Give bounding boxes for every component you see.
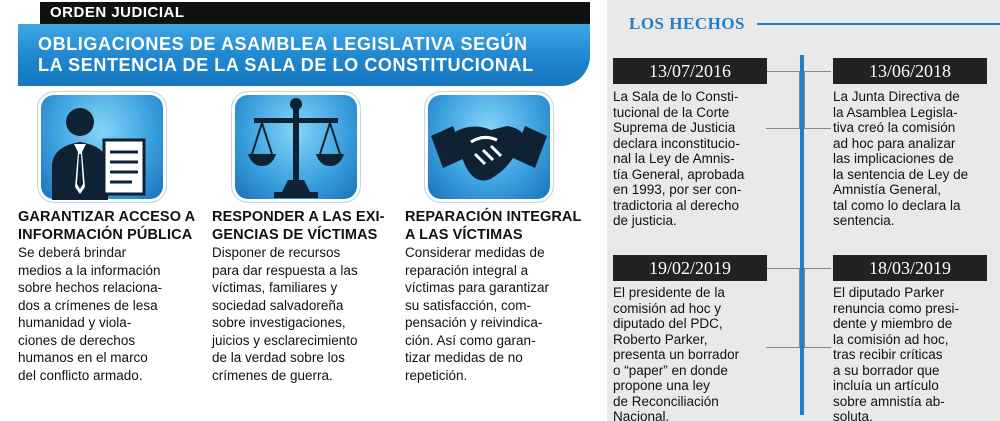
obligation-description bbox=[405, 244, 600, 384]
event-date: 13/06/2018 bbox=[833, 58, 987, 84]
body-line: tizar medidas de no bbox=[405, 350, 523, 365]
body-line: sobre investigaciones, bbox=[212, 315, 346, 330]
body-line: reparación integral a bbox=[405, 262, 529, 278]
body-line: medios a la información bbox=[18, 262, 161, 278]
obligation-column-reparation bbox=[405, 92, 600, 384]
body-line: sobre hechos relaciona- bbox=[18, 280, 163, 295]
event-line: incluía un artículo bbox=[833, 378, 939, 393]
banner-line: LA SENTENCIA DE LA SALA DE LO CONSTITUCIONAL bbox=[38, 55, 534, 75]
event-line: presenta un borrador bbox=[613, 347, 740, 362]
event-line: comisión ad hoc y bbox=[613, 300, 722, 316]
title-line: RESPONDER A LAS EXI- bbox=[212, 209, 385, 225]
handshake-icon bbox=[425, 92, 553, 202]
obligation-description bbox=[212, 244, 407, 384]
timeline-panel bbox=[607, 0, 1000, 421]
event-line: de Reconciliación bbox=[613, 393, 719, 409]
event-line: a su borrador que bbox=[833, 362, 940, 378]
obligation-description bbox=[18, 244, 213, 384]
obligation-column-information bbox=[18, 92, 213, 384]
event-line: ad hoc para analizar bbox=[833, 135, 956, 151]
event-line: tradictoria al derecho bbox=[613, 197, 740, 213]
body-line: víctimas para garantizar bbox=[405, 280, 550, 295]
body-line: su satisfacción, com- bbox=[405, 297, 532, 313]
event-line: La Junta Directiva de bbox=[833, 89, 960, 104]
body-line: Considerar medidas de bbox=[405, 245, 545, 260]
event-line: El diputado Parker bbox=[833, 285, 945, 300]
body-line: sociedad salvadoreña bbox=[212, 297, 344, 313]
event-line: la sentencia de Ley de bbox=[833, 166, 969, 182]
title-line: A LAS VÍCTIMAS bbox=[405, 227, 523, 243]
body-line: juicios y esclarecimiento bbox=[212, 332, 358, 348]
event-line: tucional de la Corte bbox=[613, 104, 730, 120]
obligation-title bbox=[212, 208, 407, 244]
event-line: de justicia. bbox=[613, 213, 677, 228]
event-description bbox=[833, 89, 1000, 229]
body-line: víctimas, familiares y bbox=[212, 280, 338, 295]
body-line: del conflicto armado. bbox=[18, 367, 143, 383]
body-line: Se deberá brindar bbox=[18, 245, 127, 260]
timeline-connector bbox=[804, 268, 831, 348]
event-line: tiva creó la comisión bbox=[833, 120, 956, 135]
event-line: las implicaciones de bbox=[833, 151, 954, 166]
event-line: tras recibir críticas bbox=[833, 347, 943, 362]
banner-line: OBLIGACIONES DE ASAMBLEA LEGISLATIVA SEGÚN bbox=[38, 34, 528, 54]
title-line: GENCIAS DE VÍCTIMAS bbox=[212, 227, 378, 243]
event-line: soluta. bbox=[833, 409, 873, 421]
body-line: de la verdad sobre los bbox=[212, 350, 345, 365]
event-line: La Sala de lo Consti- bbox=[613, 89, 739, 104]
body-line: ciones de derechos bbox=[18, 332, 136, 348]
event-date: 19/02/2019 bbox=[613, 255, 767, 281]
event-line: la Asamblea Legisla- bbox=[833, 104, 958, 120]
event-description bbox=[833, 285, 1000, 421]
event-line: nal la Ley de Amnis- bbox=[613, 151, 735, 166]
event-line: renuncia como presi- bbox=[833, 300, 960, 316]
obligation-column-victims bbox=[212, 92, 407, 384]
event-line: Roberto Parker, bbox=[613, 331, 708, 347]
event-line: diputado del PDC, bbox=[613, 316, 723, 331]
body-line: para dar respuesta a las bbox=[212, 262, 358, 278]
section-tag: ORDEN JUDICIAL bbox=[40, 2, 590, 24]
body-line: humanidad y viola- bbox=[18, 315, 132, 330]
event-line: El presidente de la bbox=[613, 285, 725, 300]
body-line: Disponer de recursos bbox=[212, 245, 341, 260]
event-line: Suprema de Justicia bbox=[613, 120, 736, 135]
event-line: tal como lo declara la bbox=[833, 197, 961, 213]
timeline-connector bbox=[804, 71, 831, 129]
obligation-title bbox=[405, 208, 600, 244]
event-line: Nacional. bbox=[613, 409, 670, 421]
obligation-title bbox=[18, 208, 213, 244]
body-line: pensación y reivindica- bbox=[405, 315, 543, 330]
title-line: INFORMACIÓN PÚBLICA bbox=[18, 227, 193, 243]
event-line: declara inconstitucio- bbox=[613, 135, 740, 151]
title-line: GARANTIZAR ACCESO A bbox=[18, 209, 196, 225]
body-line: dos a crímenes de lesa bbox=[18, 297, 158, 313]
event-line: o “paper” en donde bbox=[613, 362, 728, 378]
event-line: dente y miembro de bbox=[833, 316, 953, 331]
event-description bbox=[613, 285, 783, 421]
event-line: Amnistía General, bbox=[833, 182, 942, 197]
title-line: REPARACIÓN INTEGRAL bbox=[405, 209, 582, 225]
event-line: propone una ley bbox=[613, 378, 710, 393]
body-line: crímenes de guerra. bbox=[212, 367, 333, 383]
event-description bbox=[613, 89, 783, 229]
scales-of-justice-icon bbox=[232, 92, 360, 202]
timeline-heading: LOS HECHOS bbox=[629, 14, 746, 33]
body-line: repetición. bbox=[405, 367, 468, 383]
event-date: 18/03/2019 bbox=[833, 255, 987, 281]
official-with-document-icon bbox=[38, 92, 166, 202]
body-line: humanos en el marco bbox=[18, 350, 148, 365]
banner-title bbox=[18, 24, 590, 86]
body-line: ción. Así como garan- bbox=[405, 332, 536, 348]
event-line: sentencia. bbox=[833, 213, 895, 228]
heading-rule bbox=[757, 23, 1000, 25]
event-line: sobre amnistía ab- bbox=[833, 393, 945, 409]
event-line: tía General, aprobada bbox=[613, 166, 745, 182]
event-line: en 1993, por ser con- bbox=[613, 182, 742, 197]
event-line: la comisión ad hoc, bbox=[833, 331, 949, 347]
event-date: 13/07/2016 bbox=[613, 58, 767, 84]
